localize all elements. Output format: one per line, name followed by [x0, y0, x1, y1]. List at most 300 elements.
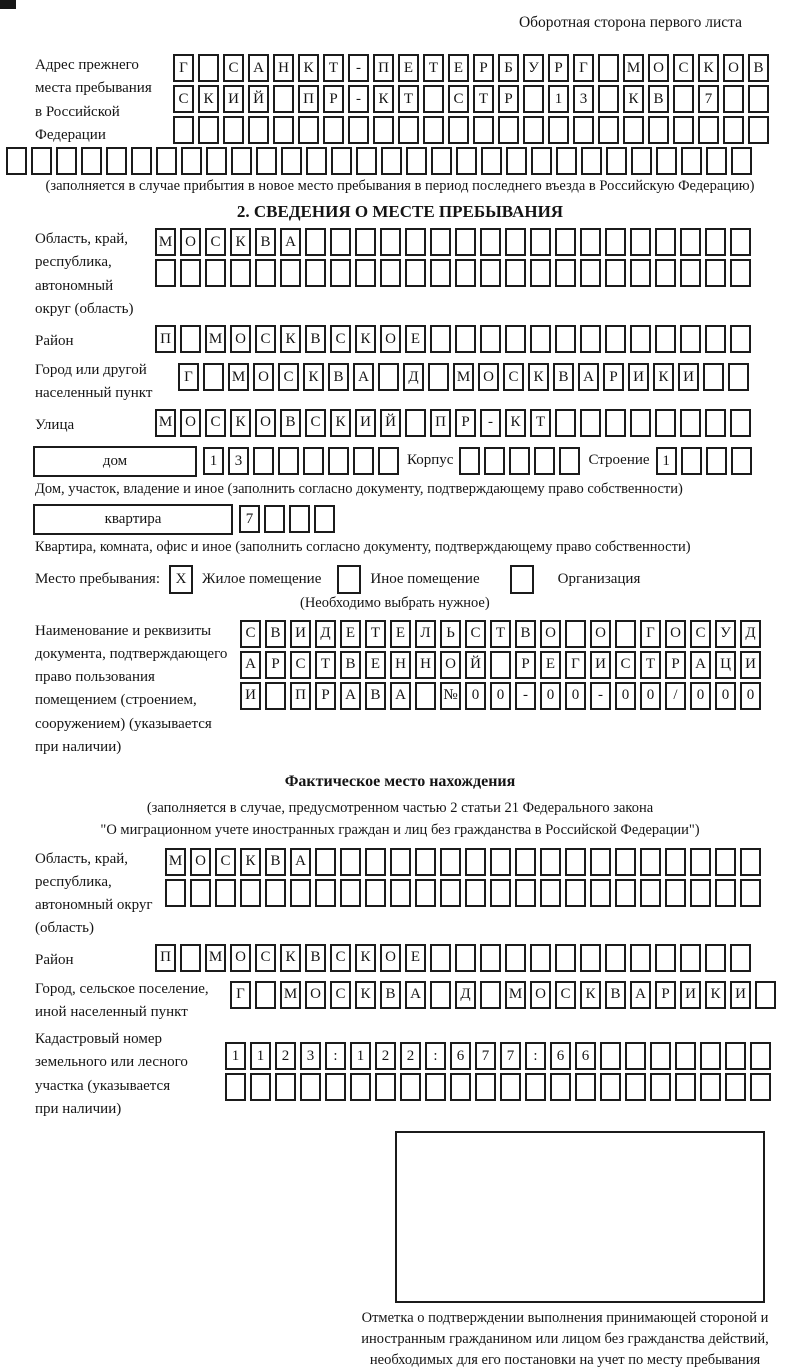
char-box[interactable]: К: [580, 981, 601, 1009]
char-box[interactable]: В: [340, 651, 361, 679]
char-box[interactable]: М: [165, 848, 186, 876]
char-box[interactable]: Р: [515, 651, 536, 679]
char-box[interactable]: И: [240, 682, 261, 710]
char-box[interactable]: С: [278, 363, 299, 391]
char-box[interactable]: [323, 116, 344, 144]
char-box[interactable]: [675, 1073, 696, 1101]
other-premises-checkbox[interactable]: [337, 565, 361, 594]
char-box[interactable]: [180, 325, 201, 353]
char-box[interactable]: [730, 325, 751, 353]
char-box[interactable]: К: [198, 85, 219, 113]
char-box[interactable]: 0: [640, 682, 661, 710]
char-box[interactable]: [548, 116, 569, 144]
char-box[interactable]: 0: [465, 682, 486, 710]
char-box[interactable]: [480, 259, 501, 287]
char-box[interactable]: [265, 682, 286, 710]
char-box[interactable]: [550, 1073, 571, 1101]
char-box[interactable]: [348, 116, 369, 144]
char-box[interactable]: [555, 944, 576, 972]
char-box[interactable]: [748, 116, 769, 144]
char-box[interactable]: [225, 1073, 246, 1101]
char-box[interactable]: П: [373, 54, 394, 82]
char-box[interactable]: [490, 879, 511, 907]
char-box[interactable]: И: [290, 620, 311, 648]
residential-checkbox-cell[interactable]: X: [169, 565, 193, 594]
char-box[interactable]: К: [373, 85, 394, 113]
char-box[interactable]: 7: [475, 1042, 496, 1070]
char-box[interactable]: С: [615, 651, 636, 679]
char-box[interactable]: [740, 848, 761, 876]
char-box[interactable]: [525, 1073, 546, 1101]
char-box[interactable]: 1: [203, 447, 224, 475]
char-box[interactable]: 0: [540, 682, 561, 710]
char-box[interactable]: [156, 147, 177, 175]
char-box[interactable]: [315, 879, 336, 907]
char-box[interactable]: С: [503, 363, 524, 391]
char-box[interactable]: [598, 54, 619, 82]
char-box[interactable]: [423, 116, 444, 144]
char-box[interactable]: С: [255, 325, 276, 353]
char-box[interactable]: [505, 259, 526, 287]
char-box[interactable]: [680, 228, 701, 256]
char-box[interactable]: [325, 1073, 346, 1101]
char-box[interactable]: [690, 879, 711, 907]
char-box[interactable]: А: [248, 54, 269, 82]
char-box[interactable]: [723, 116, 744, 144]
char-box[interactable]: [581, 147, 602, 175]
char-box[interactable]: 2: [375, 1042, 396, 1070]
char-box[interactable]: /: [665, 682, 686, 710]
char-box[interactable]: [755, 981, 776, 1009]
char-box[interactable]: В: [365, 682, 386, 710]
char-box[interactable]: [515, 848, 536, 876]
char-box[interactable]: [131, 147, 152, 175]
char-box[interactable]: В: [265, 848, 286, 876]
char-box[interactable]: С: [465, 620, 486, 648]
char-box[interactable]: О: [380, 944, 401, 972]
char-box[interactable]: [281, 147, 302, 175]
char-box[interactable]: [600, 1073, 621, 1101]
char-box[interactable]: [723, 85, 744, 113]
char-box[interactable]: В: [265, 620, 286, 648]
char-box[interactable]: Р: [603, 363, 624, 391]
char-box[interactable]: Г: [573, 54, 594, 82]
char-box[interactable]: :: [325, 1042, 346, 1070]
char-box[interactable]: [56, 147, 77, 175]
char-box[interactable]: [398, 116, 419, 144]
char-box[interactable]: [740, 879, 761, 907]
char-box[interactable]: Г: [173, 54, 194, 82]
char-box[interactable]: [415, 879, 436, 907]
char-box[interactable]: [705, 228, 726, 256]
char-box[interactable]: [340, 848, 361, 876]
char-box[interactable]: [728, 363, 749, 391]
char-box[interactable]: [665, 848, 686, 876]
char-box[interactable]: Н: [390, 651, 411, 679]
char-box[interactable]: [605, 259, 626, 287]
char-box[interactable]: [580, 944, 601, 972]
char-box[interactable]: К: [528, 363, 549, 391]
char-box[interactable]: Р: [323, 85, 344, 113]
char-box[interactable]: О: [380, 325, 401, 353]
char-box[interactable]: [725, 1042, 746, 1070]
char-box[interactable]: [423, 85, 444, 113]
char-box[interactable]: [590, 848, 611, 876]
char-box[interactable]: [580, 228, 601, 256]
char-box[interactable]: [655, 409, 676, 437]
char-box[interactable]: [155, 259, 176, 287]
char-box[interactable]: [630, 409, 651, 437]
char-box[interactable]: Р: [473, 54, 494, 82]
char-box[interactable]: И: [678, 363, 699, 391]
char-box[interactable]: И: [680, 981, 701, 1009]
char-box[interactable]: [230, 259, 251, 287]
char-box[interactable]: [455, 325, 476, 353]
char-box[interactable]: [381, 147, 402, 175]
char-box[interactable]: О: [253, 363, 274, 391]
char-box[interactable]: К: [698, 54, 719, 82]
char-box[interactable]: С: [690, 620, 711, 648]
other-premises-checkbox-cell[interactable]: [337, 565, 361, 594]
organization-checkbox-cell[interactable]: [510, 565, 534, 594]
char-box[interactable]: [365, 848, 386, 876]
char-box[interactable]: А: [630, 981, 651, 1009]
char-box[interactable]: 7: [239, 505, 260, 533]
char-box[interactable]: [400, 1073, 421, 1101]
char-box[interactable]: М: [623, 54, 644, 82]
char-box[interactable]: И: [730, 981, 751, 1009]
char-box[interactable]: Т: [398, 85, 419, 113]
char-box[interactable]: 6: [550, 1042, 571, 1070]
char-box[interactable]: [580, 259, 601, 287]
char-box[interactable]: [253, 447, 274, 475]
char-box[interactable]: [264, 505, 285, 533]
char-box[interactable]: О: [230, 325, 251, 353]
char-box[interactable]: [405, 228, 426, 256]
char-box[interactable]: Р: [315, 682, 336, 710]
char-box[interactable]: [523, 116, 544, 144]
char-box[interactable]: [448, 116, 469, 144]
char-box[interactable]: [690, 848, 711, 876]
char-box[interactable]: №: [440, 682, 461, 710]
char-box[interactable]: [490, 848, 511, 876]
char-box[interactable]: [681, 447, 702, 475]
char-box[interactable]: [205, 259, 226, 287]
char-box[interactable]: О: [478, 363, 499, 391]
char-box[interactable]: Й: [248, 85, 269, 113]
char-box[interactable]: Д: [315, 620, 336, 648]
char-box[interactable]: 1: [225, 1042, 246, 1070]
char-box[interactable]: [278, 447, 299, 475]
char-box[interactable]: [81, 147, 102, 175]
char-box[interactable]: И: [628, 363, 649, 391]
char-box[interactable]: Б: [498, 54, 519, 82]
char-box[interactable]: К: [230, 228, 251, 256]
char-box[interactable]: Н: [415, 651, 436, 679]
char-box[interactable]: А: [405, 981, 426, 1009]
char-box[interactable]: 3: [228, 447, 249, 475]
char-box[interactable]: Г: [640, 620, 661, 648]
char-box[interactable]: О: [305, 981, 326, 1009]
char-box[interactable]: [355, 228, 376, 256]
char-box[interactable]: 2: [275, 1042, 296, 1070]
char-box[interactable]: [250, 1073, 271, 1101]
char-box[interactable]: Г: [565, 651, 586, 679]
char-box[interactable]: [328, 447, 349, 475]
char-box[interactable]: В: [280, 409, 301, 437]
char-box[interactable]: 2: [400, 1042, 421, 1070]
char-box[interactable]: [431, 147, 452, 175]
char-box[interactable]: С: [330, 325, 351, 353]
char-box[interactable]: [730, 409, 751, 437]
char-box[interactable]: [498, 116, 519, 144]
char-box[interactable]: М: [453, 363, 474, 391]
char-box[interactable]: [698, 116, 719, 144]
char-box[interactable]: :: [525, 1042, 546, 1070]
char-box[interactable]: [203, 363, 224, 391]
char-box[interactable]: [555, 325, 576, 353]
char-box[interactable]: [373, 116, 394, 144]
char-box[interactable]: [459, 447, 480, 475]
char-box[interactable]: [656, 147, 677, 175]
char-box[interactable]: [655, 259, 676, 287]
char-box[interactable]: 6: [450, 1042, 471, 1070]
char-box[interactable]: [555, 228, 576, 256]
char-box[interactable]: [6, 147, 27, 175]
char-box[interactable]: [180, 944, 201, 972]
char-box[interactable]: [273, 116, 294, 144]
char-box[interactable]: И: [355, 409, 376, 437]
char-box[interactable]: [623, 116, 644, 144]
char-box[interactable]: [455, 228, 476, 256]
char-box[interactable]: [530, 259, 551, 287]
char-box[interactable]: [331, 147, 352, 175]
char-box[interactable]: В: [648, 85, 669, 113]
char-box[interactable]: [353, 447, 374, 475]
char-box[interactable]: В: [553, 363, 574, 391]
char-box[interactable]: [430, 325, 451, 353]
char-box[interactable]: С: [555, 981, 576, 1009]
char-box[interactable]: М: [155, 409, 176, 437]
char-box[interactable]: М: [155, 228, 176, 256]
char-box[interactable]: С: [290, 651, 311, 679]
char-box[interactable]: [605, 228, 626, 256]
char-box[interactable]: Ц: [715, 651, 736, 679]
char-box[interactable]: [730, 259, 751, 287]
char-box[interactable]: С: [330, 981, 351, 1009]
char-box[interactable]: [505, 944, 526, 972]
char-box[interactable]: П: [298, 85, 319, 113]
char-box[interactable]: К: [505, 409, 526, 437]
char-box[interactable]: 0: [740, 682, 761, 710]
char-box[interactable]: [605, 409, 626, 437]
char-box[interactable]: [648, 116, 669, 144]
char-box[interactable]: О: [530, 981, 551, 1009]
char-box[interactable]: [415, 848, 436, 876]
char-box[interactable]: [748, 85, 769, 113]
char-box[interactable]: [506, 147, 527, 175]
char-box[interactable]: К: [623, 85, 644, 113]
char-box[interactable]: С: [223, 54, 244, 82]
char-box[interactable]: [725, 1073, 746, 1101]
char-box[interactable]: Й: [465, 651, 486, 679]
char-box[interactable]: [300, 1073, 321, 1101]
char-box[interactable]: [173, 116, 194, 144]
char-box[interactable]: 1: [656, 447, 677, 475]
char-box[interactable]: [181, 147, 202, 175]
char-box[interactable]: [731, 447, 752, 475]
char-box[interactable]: [531, 147, 552, 175]
char-box[interactable]: А: [240, 651, 261, 679]
char-box[interactable]: М: [505, 981, 526, 1009]
char-box[interactable]: К: [280, 944, 301, 972]
char-box[interactable]: [680, 325, 701, 353]
char-box[interactable]: Е: [365, 651, 386, 679]
char-box[interactable]: [378, 447, 399, 475]
char-box[interactable]: О: [665, 620, 686, 648]
char-box[interactable]: [505, 325, 526, 353]
char-box[interactable]: [248, 116, 269, 144]
char-box[interactable]: [700, 1073, 721, 1101]
char-box[interactable]: [615, 879, 636, 907]
char-box[interactable]: [315, 848, 336, 876]
char-box[interactable]: [750, 1073, 771, 1101]
char-box[interactable]: У: [715, 620, 736, 648]
char-box[interactable]: [600, 1042, 621, 1070]
char-box[interactable]: [290, 879, 311, 907]
char-box[interactable]: М: [205, 325, 226, 353]
char-box[interactable]: А: [390, 682, 411, 710]
char-box[interactable]: Й: [380, 409, 401, 437]
char-box[interactable]: П: [290, 682, 311, 710]
char-box[interactable]: [706, 147, 727, 175]
char-box[interactable]: [475, 1073, 496, 1101]
char-box[interactable]: [314, 505, 335, 533]
char-box[interactable]: О: [723, 54, 744, 82]
char-box[interactable]: М: [228, 363, 249, 391]
char-box[interactable]: С: [205, 228, 226, 256]
char-box[interactable]: [380, 228, 401, 256]
char-box[interactable]: [356, 147, 377, 175]
char-box[interactable]: [705, 325, 726, 353]
char-box[interactable]: [573, 116, 594, 144]
char-box[interactable]: Е: [448, 54, 469, 82]
char-box[interactable]: -: [590, 682, 611, 710]
char-box[interactable]: [430, 259, 451, 287]
char-box[interactable]: Т: [640, 651, 661, 679]
char-box[interactable]: К: [298, 54, 319, 82]
char-box[interactable]: [223, 116, 244, 144]
char-box[interactable]: О: [230, 944, 251, 972]
char-box[interactable]: [650, 1042, 671, 1070]
char-box[interactable]: [106, 147, 127, 175]
char-box[interactable]: К: [230, 409, 251, 437]
char-box[interactable]: Т: [473, 85, 494, 113]
char-box[interactable]: [480, 944, 501, 972]
char-box[interactable]: [540, 879, 561, 907]
char-box[interactable]: [480, 325, 501, 353]
char-box[interactable]: С: [305, 409, 326, 437]
char-box[interactable]: П: [430, 409, 451, 437]
residential-checkbox[interactable]: [169, 565, 193, 594]
char-box[interactable]: 1: [350, 1042, 371, 1070]
char-box[interactable]: Е: [405, 325, 426, 353]
char-box[interactable]: [631, 147, 652, 175]
char-box[interactable]: О: [440, 651, 461, 679]
char-box[interactable]: К: [240, 848, 261, 876]
char-box[interactable]: [565, 620, 586, 648]
char-box[interactable]: [365, 879, 386, 907]
char-box[interactable]: :: [425, 1042, 446, 1070]
char-box[interactable]: [615, 620, 636, 648]
char-box[interactable]: У: [523, 54, 544, 82]
char-box[interactable]: [405, 409, 426, 437]
char-box[interactable]: [465, 848, 486, 876]
char-box[interactable]: К: [705, 981, 726, 1009]
char-box[interactable]: [625, 1073, 646, 1101]
char-box[interactable]: К: [653, 363, 674, 391]
char-box[interactable]: И: [740, 651, 761, 679]
char-box[interactable]: [705, 944, 726, 972]
char-box[interactable]: [390, 879, 411, 907]
char-box[interactable]: В: [380, 981, 401, 1009]
char-box[interactable]: [665, 879, 686, 907]
char-box[interactable]: С: [673, 54, 694, 82]
char-box[interactable]: И: [590, 651, 611, 679]
char-box[interactable]: [523, 85, 544, 113]
char-box[interactable]: В: [748, 54, 769, 82]
char-box[interactable]: [465, 879, 486, 907]
char-box[interactable]: А: [280, 228, 301, 256]
char-box[interactable]: [198, 54, 219, 82]
char-box[interactable]: С: [330, 944, 351, 972]
char-box[interactable]: [515, 879, 536, 907]
char-box[interactable]: Р: [455, 409, 476, 437]
char-box[interactable]: [530, 944, 551, 972]
char-box[interactable]: [655, 944, 676, 972]
char-box[interactable]: [455, 259, 476, 287]
char-box[interactable]: Т: [323, 54, 344, 82]
char-box[interactable]: 1: [548, 85, 569, 113]
char-box[interactable]: [428, 363, 449, 391]
char-box[interactable]: Д: [403, 363, 424, 391]
char-box[interactable]: [255, 981, 276, 1009]
char-box[interactable]: [31, 147, 52, 175]
char-box[interactable]: [590, 879, 611, 907]
char-box[interactable]: [630, 944, 651, 972]
char-box[interactable]: [655, 325, 676, 353]
char-box[interactable]: С: [255, 944, 276, 972]
char-box[interactable]: -: [348, 85, 369, 113]
char-box[interactable]: О: [180, 409, 201, 437]
char-box[interactable]: [530, 325, 551, 353]
char-box[interactable]: [731, 147, 752, 175]
char-box[interactable]: [598, 85, 619, 113]
char-box[interactable]: [606, 147, 627, 175]
char-box[interactable]: [575, 1073, 596, 1101]
char-box[interactable]: Н: [273, 54, 294, 82]
char-box[interactable]: [273, 85, 294, 113]
char-box[interactable]: [480, 981, 501, 1009]
char-box[interactable]: К: [330, 409, 351, 437]
char-box[interactable]: А: [690, 651, 711, 679]
char-box[interactable]: О: [180, 228, 201, 256]
char-box[interactable]: [615, 848, 636, 876]
char-box[interactable]: [440, 848, 461, 876]
char-box[interactable]: 6: [575, 1042, 596, 1070]
char-box[interactable]: [350, 1073, 371, 1101]
char-box[interactable]: Т: [530, 409, 551, 437]
